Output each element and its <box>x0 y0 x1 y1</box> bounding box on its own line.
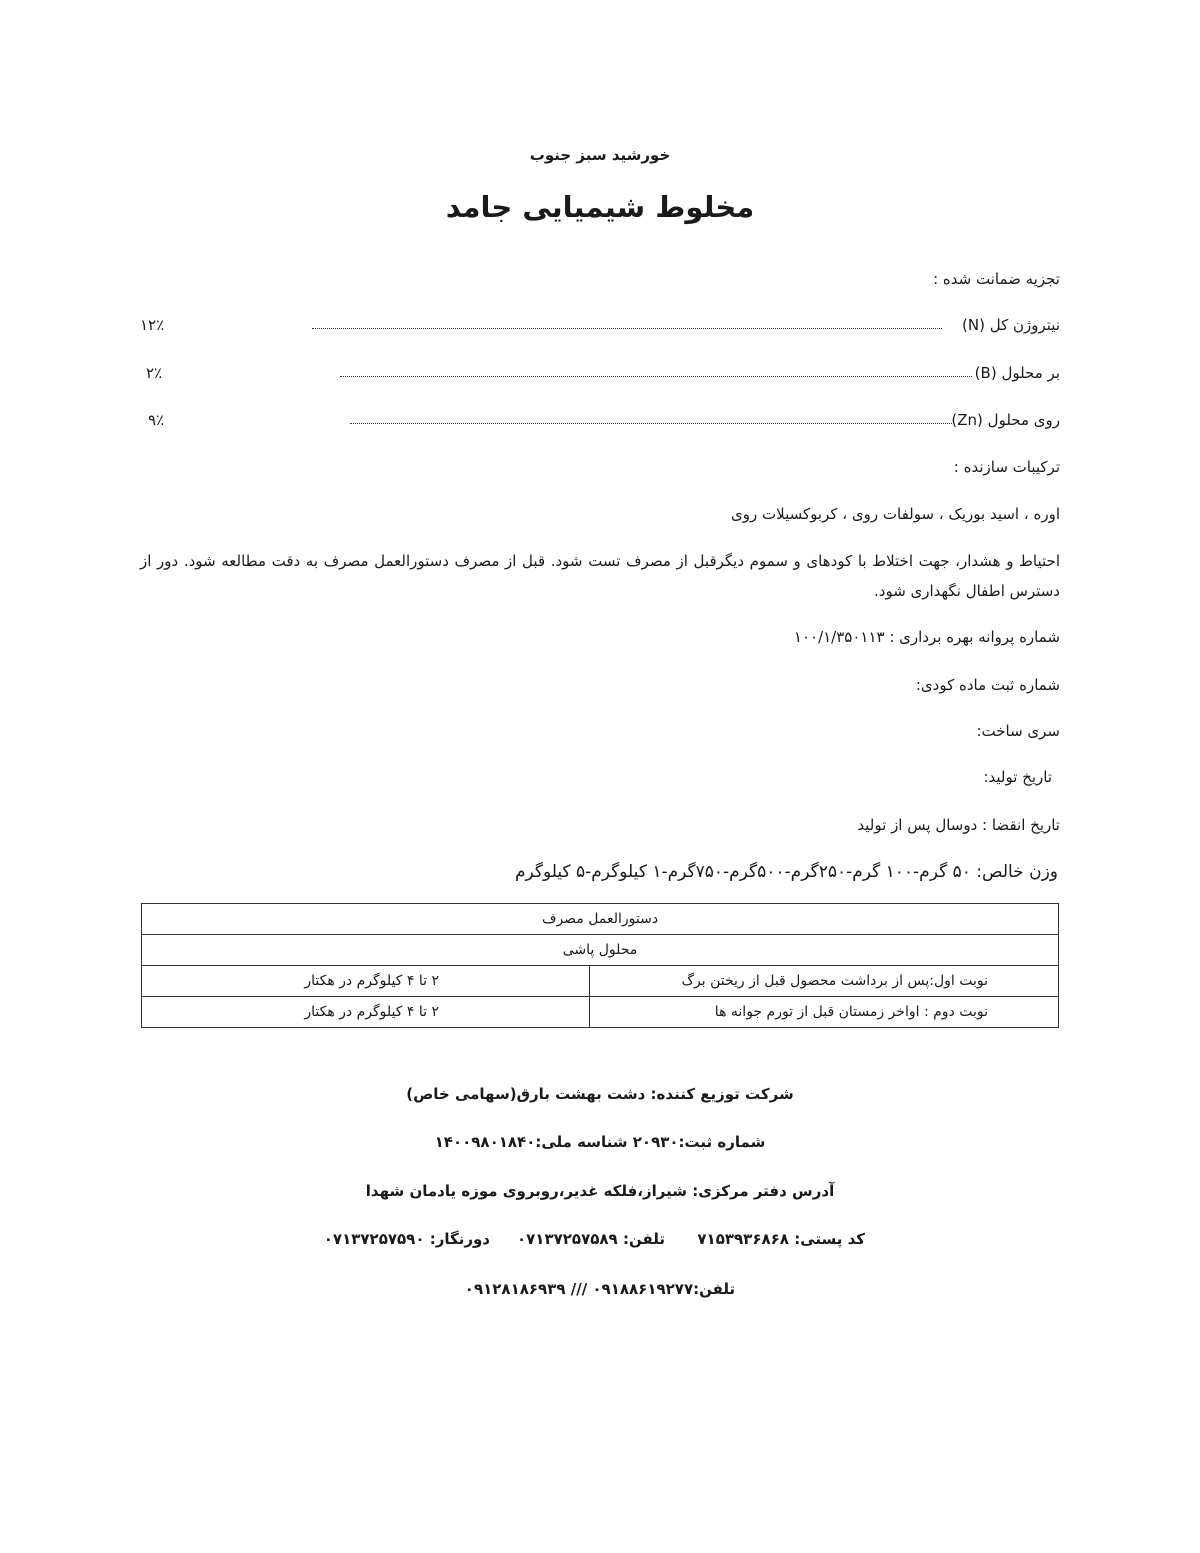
usage-stage: نوبت اول:پس از برداشت محصول قبل از ریختن برگ <box>590 966 1059 997</box>
analysis-value: ۹٪ <box>148 411 165 429</box>
batch-number: سری ساخت: <box>976 722 1060 740</box>
composition-heading: ترکیبات سازنده : <box>953 458 1060 476</box>
usage-table <box>141 903 1059 1028</box>
office-address: آدرس دفتر مرکزی: شیراز،فلکه غدیر،روبروی موزه یادمان شهدا <box>365 1182 835 1200</box>
dotted-leader <box>350 423 952 424</box>
expiry-date: تاریخ انقضا : دوسال پس از تولید <box>857 816 1060 834</box>
analysis-value: ۲٪ <box>146 364 163 382</box>
production-date: تاریخ تولید: <box>983 768 1052 786</box>
analysis-value: ۱۲٪ <box>140 316 165 334</box>
analysis-label: نیتروژن کل (N) <box>962 316 1060 334</box>
table-row <box>142 997 1059 1028</box>
usage-table-header: دستورالعمل مصرف <box>142 904 1059 935</box>
warning-text: احتیاط و هشدار، جهت اختلاط با کودهای و سموم دیگرقبل از مصرف تست شود. قبل از مصرف دستورالعمل مصرف به دقت مطالعه شود. دور از دسترس اطفال نگهداری شود. <box>140 552 1060 600</box>
net-weight: وزن خالص: ۵۰ گرم-۱۰۰ گرم-۲۵۰گرم-۵۰۰گرم-۷۵۰گرم-۱ کیلوگرم-۵ کیلوگرم <box>514 862 1058 882</box>
product-title: مخلوط شیمیایی جامد <box>445 190 755 224</box>
usage-dose: ۲ تا ۴ کیلوگرم در هکتار <box>142 997 590 1028</box>
usage-method: محلول پاشی <box>142 935 1059 966</box>
table-row <box>142 966 1059 997</box>
analysis-row-zinc <box>140 411 1060 435</box>
fertilizer-registration: شماره ثبت ماده کودی: <box>915 676 1060 694</box>
license-number: شماره پروانه بهره برداری : ۱۰۰/۱/۳۵۰۱۱۳ <box>793 628 1060 646</box>
mobile-numbers: تلفن:۰۹۱۸۸۶۱۹۲۷۷ /// ۰۹۱۲۸۱۸۶۹۳۹ <box>464 1280 736 1298</box>
analysis-heading: تجزیه ضمانت شده : <box>933 270 1060 288</box>
analysis-row-nitrogen <box>140 316 1060 340</box>
phone-number: تلفن: ۰۷۱۳۷۲۵۷۵۸۹ <box>517 1230 665 1248</box>
brand-name: خورشید سبز جنوب <box>529 146 671 164</box>
registration-info: شماره ثبت:۲۰۹۳۰ شناسه ملی:۱۴۰۰۹۸۰۱۸۴۰ <box>434 1133 766 1151</box>
fax-number: دورنگار: ۰۷۱۳۷۲۵۷۵۹۰ <box>323 1230 490 1248</box>
dotted-leader <box>312 328 942 329</box>
dotted-leader <box>340 376 972 377</box>
distributor-name: شرکت توزیع کننده: دشت بهشت بارق(سهامی خاص) <box>406 1085 794 1103</box>
table-row <box>142 904 1059 935</box>
contact-line <box>0 1230 1200 1254</box>
composition-text: اوره ، اسید بوریک ، سولفات روی ، کربوکسیلات روی <box>731 505 1060 523</box>
analysis-row-boron <box>140 364 1060 388</box>
analysis-label: بر محلول (B) <box>974 364 1060 382</box>
analysis-label: روی محلول (Zn) <box>951 411 1060 429</box>
usage-dose: ۲ تا ۴ کیلوگرم در هکتار <box>142 966 590 997</box>
table-row <box>142 935 1059 966</box>
usage-stage: نوبت دوم : اواخر زمستان قبل از تورم جوانه ها <box>590 997 1059 1028</box>
postal-code: کد پستی: ۷۱۵۳۹۳۶۸۶۸ <box>697 1230 865 1248</box>
